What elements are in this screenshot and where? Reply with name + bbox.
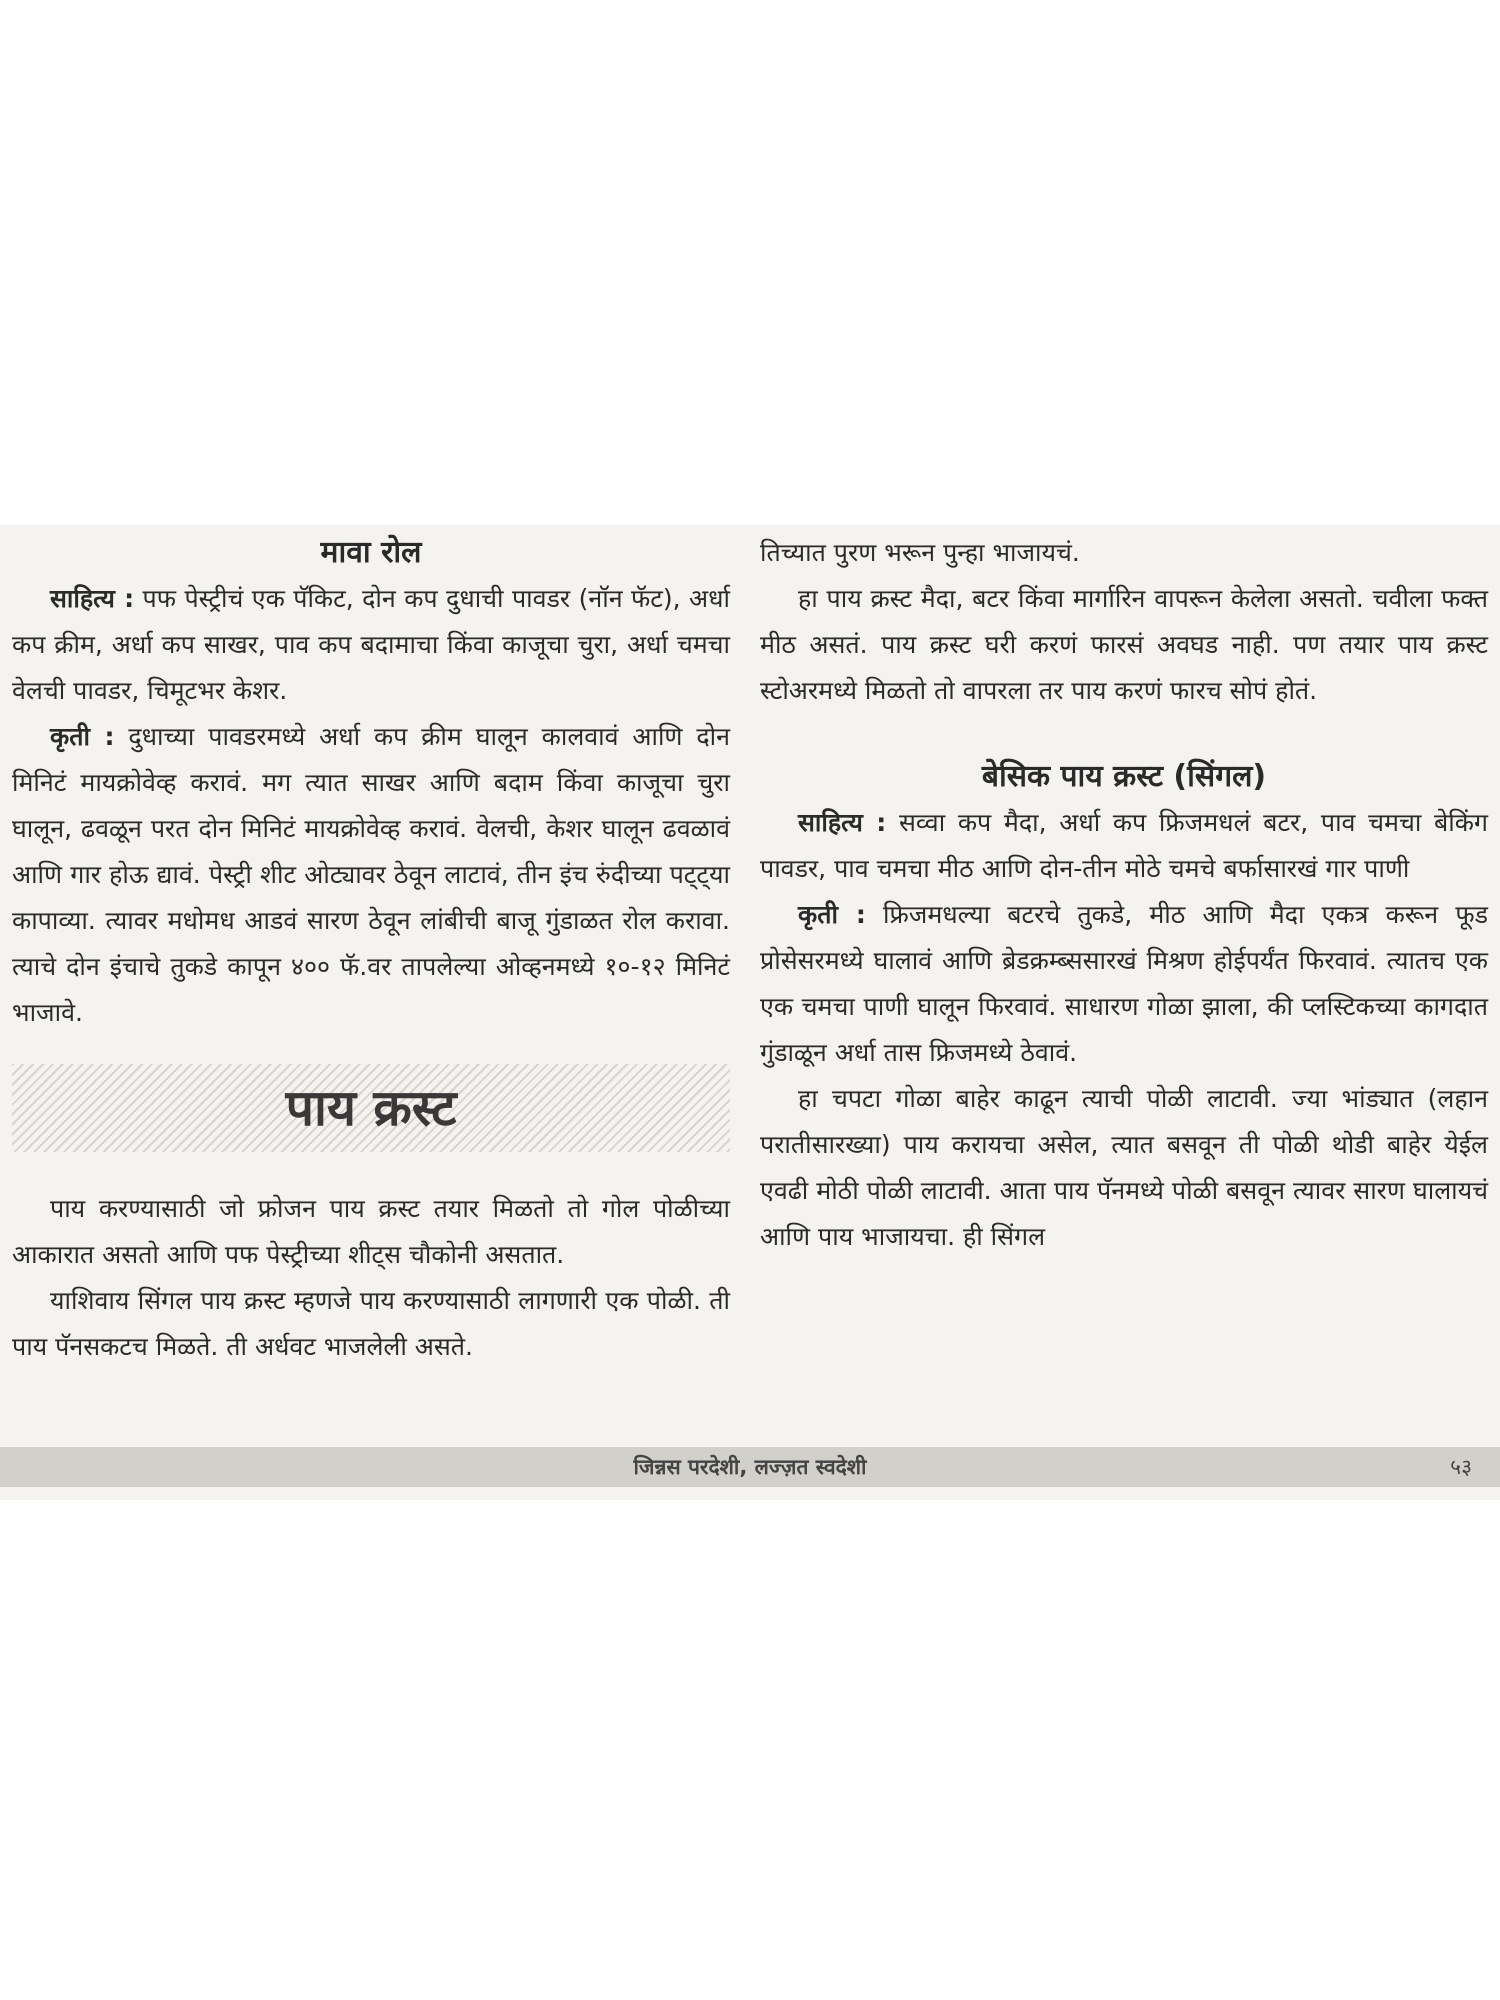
ingredients-paragraph (760, 800, 1488, 892)
ingredients-text: पफ पेस्ट्रीचं एक पॅकिट, दोन कप दुधाची पावडर (नॉन फॅट), अर्धा कप क्रीम, अर्धा कप साखर, पाव कप बदामाचा किंवा काजूचा चुरा, अर्धा चमचा वेलची पावडर, चिमूटभर केशर. (12, 584, 730, 705)
rolling-paragraph: हा चपटा गोळा बाहेर काढून त्याची पोळी लाटावी. ज्या भांड्यात (लहान परातीसारख्या) पाय करायचा असेल, त्यात बसवून ती पोळी थोडी बाहेर येईल एवढी मोठी पोळी लाटावी. आता पाय पॅनमध्ये पोळी बसवून त्यावर सारण घालायचं आणि पाय भाजायचा. ही सिंगल (760, 1084, 1488, 1251)
section-title-pie-crust: पाय क्रस्ट (285, 1079, 457, 1137)
ingredients-paragraph (12, 576, 730, 714)
recipe-title-mawa-roll: मावा रोल (320, 535, 422, 570)
page-footer (0, 1447, 1500, 1487)
spacer (760, 714, 1488, 754)
right-column (760, 530, 1488, 1260)
ingredients-label: साहित्य : (50, 584, 135, 613)
method-paragraph (12, 714, 730, 1036)
pie-crust-paragraph-2: याशिवाय सिंगल पाय क्रस्ट म्हणजे पाय करण्यासाठी लागणारी एक पोळी. ती पाय पॅनसकटच मिळते. ती अर्धवट भाजलेली असते. (12, 1286, 730, 1361)
recipe-title-basic-pie-crust: बेसिक पाय क्रस्ट (सिंगल) (981, 759, 1267, 794)
section-banner (12, 1064, 730, 1152)
left-column (12, 530, 730, 1370)
method-label: कृती : (798, 900, 866, 929)
page-number: ५३ (1450, 1455, 1472, 1479)
pie-crust-info-paragraph: हा पाय क्रस्ट मैदा, बटर किंवा मार्गारिन वापरून केलेला असतो. चवीला फक्त मीठ असतं. पाय क्रस्ट घरी करणं फारसं अवघड नाही. पण तयार पाय क्रस्ट स्टोअरमध्ये मिळतो तो वापरला तर पाय करणं फारच सोपं होतं. (760, 584, 1488, 705)
method-text: फ्रिजमधल्या बटरचे तुकडे, मीठ आणि मैदा एकत्र करून फूड प्रोसेसरमध्ये घालावं आणि ब्रेडक्रम्ब्ससारखं मिश्रण होईपर्यंत फिरवावं. त्यातच एक एक चमचा पाणी घालून फिरवावं. साधारण गोळा झाला, की प्लस्टिकच्या कागदात गुंडाळून अर्धा तास फ्रिजमध्ये ठेवावं. (760, 900, 1488, 1067)
pie-crust-paragraph-1: पाय करण्यासाठी जो फ्रोजन पाय क्रस्ट तयार मिळतो तो गोल पोळीच्या आकारात असतो आणि पफ पेस्ट्रीच्या शीट्स चौकोनी असतात. (12, 1194, 730, 1269)
method-paragraph (760, 892, 1488, 1076)
ingredients-label: साहित्य : (798, 808, 887, 837)
continued-paragraph: तिच्यात पुरण भरून पुन्हा भाजायचं. (760, 538, 1080, 567)
method-label: कृती : (50, 722, 115, 751)
ingredients-text: सव्वा कप मैदा, अर्धा कप फ्रिजमधलं बटर, पाव चमचा बेकिंग पावडर, पाव चमचा मीठ आणि दोन-तीन मोठे चमचे बर्फासारखं गार पाणी (760, 808, 1488, 883)
method-text: दुधाच्या पावडरमध्ये अर्धा कप क्रीम घालून कालवावं आणि दोन मिनिटं मायक्रोवेव्ह करावं. मग त्यात साखर आणि बदाम किंवा काजूचा चुरा घालून, ढवळून परत दोन मिनिटं मायक्रोवेव्ह करावं. वेलची, केशर घालून ढवळावं आणि गार होऊ द्यावं. पेस्ट्री शीट ओट्यावर ठेवून लाटावं, तीन इंच रुंदीच्या पट्ट्या कापाव्या. त्यावर मधोमध आडवं सारण ठेवून लांबीची बाजू गुंडाळत रोल करावा. त्याचे दोन इंचाचे तुकडे कापून ४०० फॅ.वर तापलेल्या ओव्हनमध्ये १०-१२ मिनिटं भाजावे. (12, 722, 730, 1027)
book-title: जिन्नस परदेशी, लज्ज़त स्वदेशी (633, 1455, 867, 1479)
